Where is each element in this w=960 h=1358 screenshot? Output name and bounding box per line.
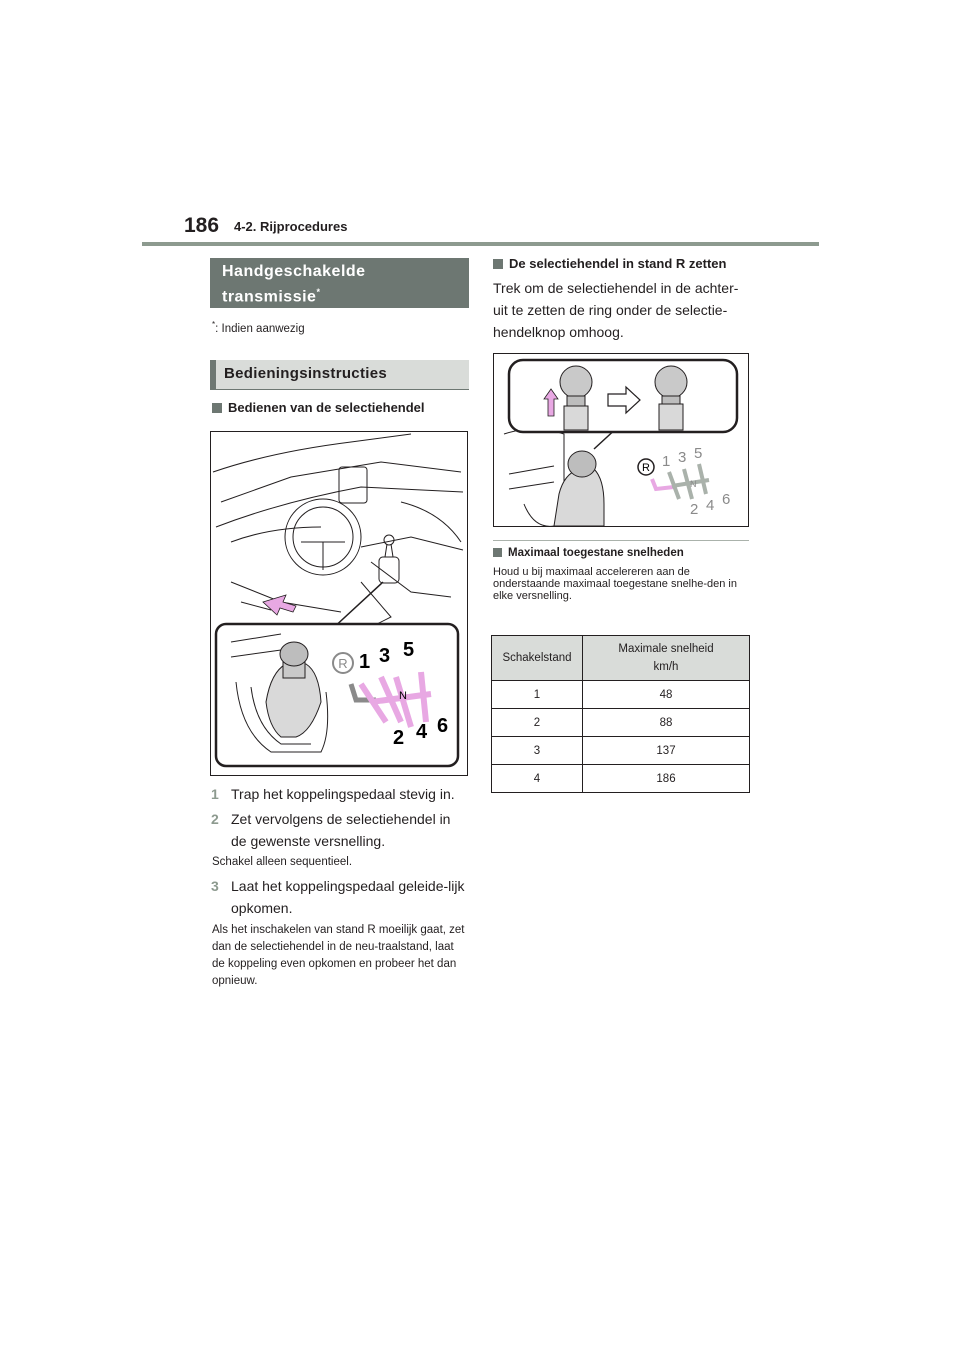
reverse-drawing [494,354,748,526]
footnote-text: : Indien aanwezig [215,322,305,335]
table-header-row [492,636,750,681]
square-bullet-icon [212,403,222,413]
speed-cell: 137 [583,737,750,765]
gear-1-label: 1 [359,651,371,673]
speed-cell: 186 [583,765,750,793]
reverse-heading-text: De selectiehendel in stand R zetten [509,256,727,271]
operate-heading-text: Bedienen van de selectiehendel [228,400,425,415]
speeds-divider [493,540,749,541]
gear-1-label-small: 1 [662,453,671,470]
gear-3-label: 3 [379,645,391,667]
step-1 [211,783,471,805]
pedal-arrow-icon [263,595,296,615]
gear-r-label: R [338,656,348,671]
title-marker: * [316,287,321,297]
column-header-speed-unit: km/h [653,661,679,673]
cockpit-drawing [211,432,467,775]
page-number: 186 [184,214,220,237]
column-header-gear: Schakelstand [492,636,583,681]
footnote [212,320,305,335]
header-divider [142,242,819,246]
speeds-heading-text: Maximaal toegestane snelheden [508,547,684,559]
gear-4-label-small: 4 [706,497,715,514]
step-3 [211,875,466,919]
gear-r-label-small: R [642,462,650,474]
footnote-marker: * [212,320,216,329]
gear-cell: 2 [492,709,583,737]
step-2 [211,808,466,852]
section-title-text: Handgeschakelde transmissie [222,263,366,306]
step-text: Trap het koppelingspedaal stevig in. [231,786,455,802]
note-sequential: Schakel alleen sequentieel. [212,856,353,868]
section-title [210,258,469,308]
gear-4-label: 4 [416,721,428,743]
column-header-speed-label: Maximale snelheid [618,643,714,655]
gear-3-label-small: 3 [678,449,687,466]
step-number: 3 [211,878,219,894]
gear-n-label: N [399,690,407,702]
step-number: 2 [211,811,219,827]
table-row [492,765,750,793]
table-row [492,737,750,765]
column-header-speed [583,636,750,681]
gear-6-label-small: 6 [722,491,731,508]
step-number: 1 [211,786,219,802]
section-reference: 4-2. Rijprocedures [234,219,348,234]
gear-6-label: 6 [437,715,449,737]
square-bullet-icon [493,548,502,557]
note-reverse: Als het inschakelen van stand R moeilijk gaat, zet dan de selectiehendel in de neu-traalstand, laat de koppeling even opkomen en probeer het dan opnieuw. [212,924,465,987]
operate-heading [212,400,425,415]
speed-cell: 48 [583,681,750,709]
speeds-heading [493,547,684,559]
speeds-intro: Houd u bij maximaal accelereren aan de onderstaande maximaal toegestane snelhe-den in elke versnelling. [493,566,737,602]
reverse-ring-illustration [493,353,749,527]
gear-5-label-small: 5 [694,445,703,462]
reverse-gear-pattern [638,445,730,518]
square-bullet-icon [493,259,503,269]
speed-table [491,635,750,793]
reverse-text: Trek om de selectiehendel in de achter-uit te zetten de ring onder de selectie-hendelknop omhoog. [493,280,739,340]
step-text: Zet vervolgens de selectiehendel in de gewenste versnelling. [231,811,451,849]
gear-5-label: 5 [403,639,415,661]
reverse-heading [493,256,726,271]
gear-n-label-small: N [690,479,697,489]
table-row [492,681,750,709]
gear-cell: 1 [492,681,583,709]
shift-lever-illustration [210,431,468,776]
gear-cell: 3 [492,737,583,765]
speed-cell: 88 [583,709,750,737]
table-row [492,709,750,737]
subsection-title: Bedieningsinstructies [210,360,469,390]
gear-2-label-small: 2 [690,501,699,518]
step-text: Laat het koppelingspedaal geleide-lijk opkomen. [231,878,465,916]
gear-2-label: 2 [393,727,405,749]
gear-cell: 4 [492,765,583,793]
